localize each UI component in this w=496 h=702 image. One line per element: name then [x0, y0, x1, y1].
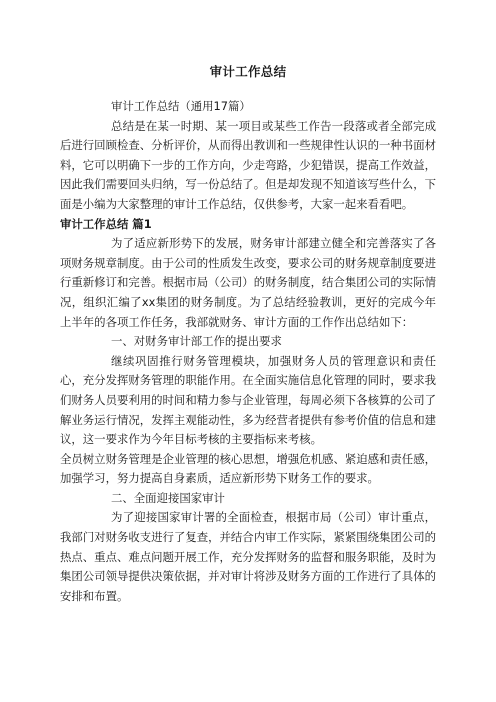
- intro-paragraph: 总结是在某一时期、某一项目或某些工作告一段落或者全部完成后进行回顾检查、分析评价，从而得出教训和一些规律性认识的一种书面材料，它可以明确下一步的工作方向，少走弯路，少犯错误，提高工作效益，因此我们需要回头归纳，写一份总结了。但是却发现不知道该写些什么，下面是小编为大家整理的审计工作总结，仅供参考，大家一起来看看吧。: [60, 118, 436, 211]
- document-title: 审计工作总结: [209, 64, 287, 79]
- document-subtitle: 审计工作总结（通用17篇）: [111, 99, 251, 113]
- item-2-heading: 二、全面迎接国家审计: [111, 490, 225, 505]
- item-1-paragraph-1: 继续巩固推行财务管理模块，加强财务人员的管理意识和责任心，充分发挥财务管理的职能作用。在全面实施信息化管理的同时，要求我们财务人员要利用的时间和精力参与企业管理，每周必须下各核算的公司了解业务运行情况，发挥主观能动性，多为经营者提供有参考价值的信息和建议，这一要求作为今年目标考核的主要指标来考核。: [60, 353, 436, 447]
- item-2-paragraph-1: 为了迎接国家审计署的全面检查，根据市局（公司）审计重点，我部门对财务收支进行了复查，并结合内审工作实际，紧紧围绕集团公司的热点、重点、难点问题开展工作，充分发挥财务的监督和服务职能，及时为集团公司领导提供决策依据，并对审计将涉及财务方面的工作进行了具体的安排和布置。: [60, 510, 436, 603]
- item-1-paragraph-2: 全员树立财务管理是企业管理的核心思想，增强危机感、紧迫感和责任感，加强学习，努力提高自身素质，适应新形势下财务工作的要求。: [60, 451, 436, 486]
- section-1-heading: 审计工作总结 篇1: [60, 216, 152, 231]
- item-1-heading: 一、对财务审计部工作的提出要求: [111, 334, 282, 349]
- section-1-paragraph: 为了适应新形势下的发展，财务审计部建立健全和完善落实了各项财务规章制度。由于公司的性质发生改变，要求公司的财务规章制度要进行重新修订和完善。根据市局（公司）的财务制度，结合集团公司的实际情况，组织汇编了xx集团的财务制度。为了总结经验教训，更好的完成今年上半年的各项工作任务，我部就财务、审计方面的工作作出总结如下：: [60, 236, 436, 329]
